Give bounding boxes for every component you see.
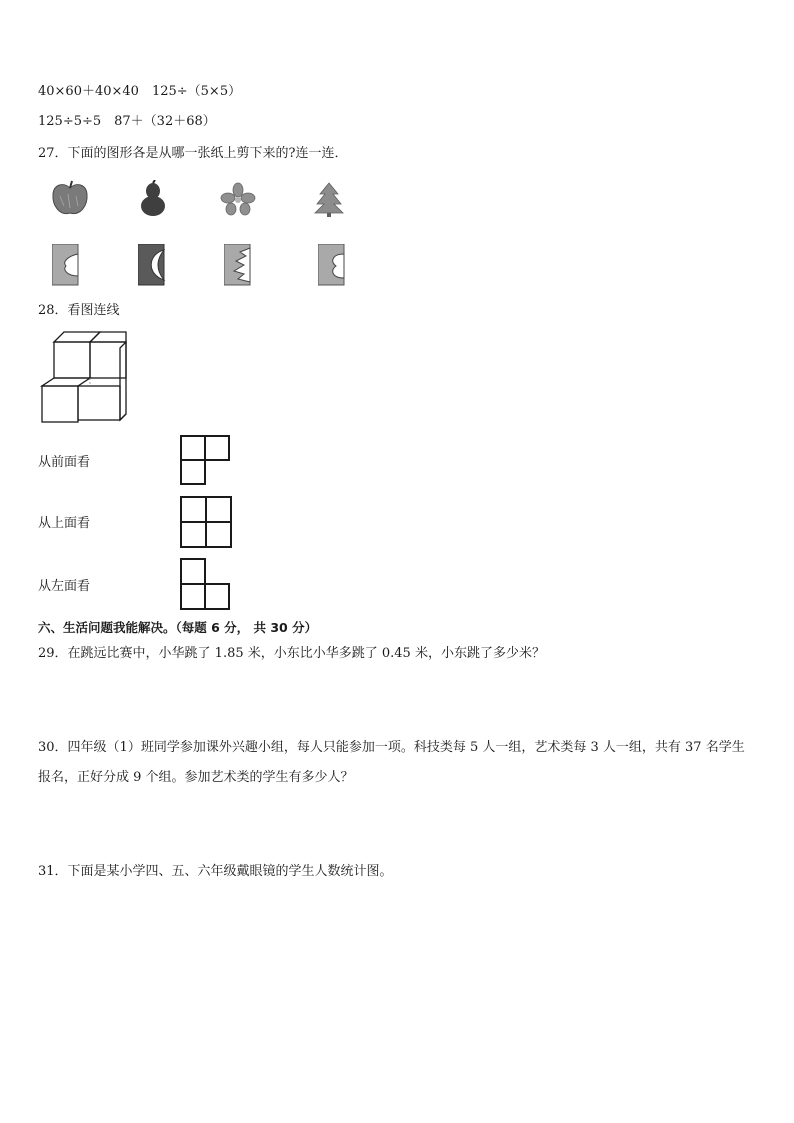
calc-line-2: 125÷5÷5 87＋（32＋68） [38, 114, 216, 129]
question-28-text: 28．看图连线 [38, 303, 120, 318]
folded-paper-crescent-icon [138, 244, 166, 286]
question-29-text: 29．在跳远比赛中，小华跳了 1.85 米，小东比小华多跳了 0.45 米，小东跳了多少米？ [38, 646, 545, 661]
flower-icon [220, 182, 256, 216]
folded-paper-bulge-icon [318, 244, 346, 286]
tree-icon [314, 182, 344, 218]
question-27-text: 27．下面的图形各是从哪一张纸上剪下来的?连一连． [38, 146, 348, 161]
view-top-grid [179, 495, 233, 551]
section-6-title: 六、生活问题我能解决。（每题 6 分， 共 30 分） [38, 620, 318, 635]
view-front-label: 从前面看 [38, 455, 91, 470]
question-31-text: 31．下面是某小学四、五、六年级戴眼镜的学生人数统计图。 [38, 864, 393, 879]
calc-line-1: 40×60＋40×40 125÷（5×5） [38, 84, 242, 99]
folded-paper-leaf-icon [52, 244, 80, 286]
apple-icon [50, 180, 90, 218]
gourd-icon [138, 180, 168, 218]
view-left-grid [179, 557, 231, 613]
view-top-label: 从上面看 [38, 516, 91, 531]
view-left-label: 从左面看 [38, 579, 91, 594]
view-front-grid [179, 434, 231, 488]
folded-paper-zigzag-icon [224, 244, 252, 286]
question-30-text: 30．四年级（1）班同学参加课外兴趣小组，每人只能参加一项。科技类每 5 人一组，艺术类每 3 人一组，共有 37 名学生报名，正好分成 9 个组。参加艺术类的学生有多少人？ [38, 740, 745, 785]
cube-solid-figure [38, 328, 132, 428]
